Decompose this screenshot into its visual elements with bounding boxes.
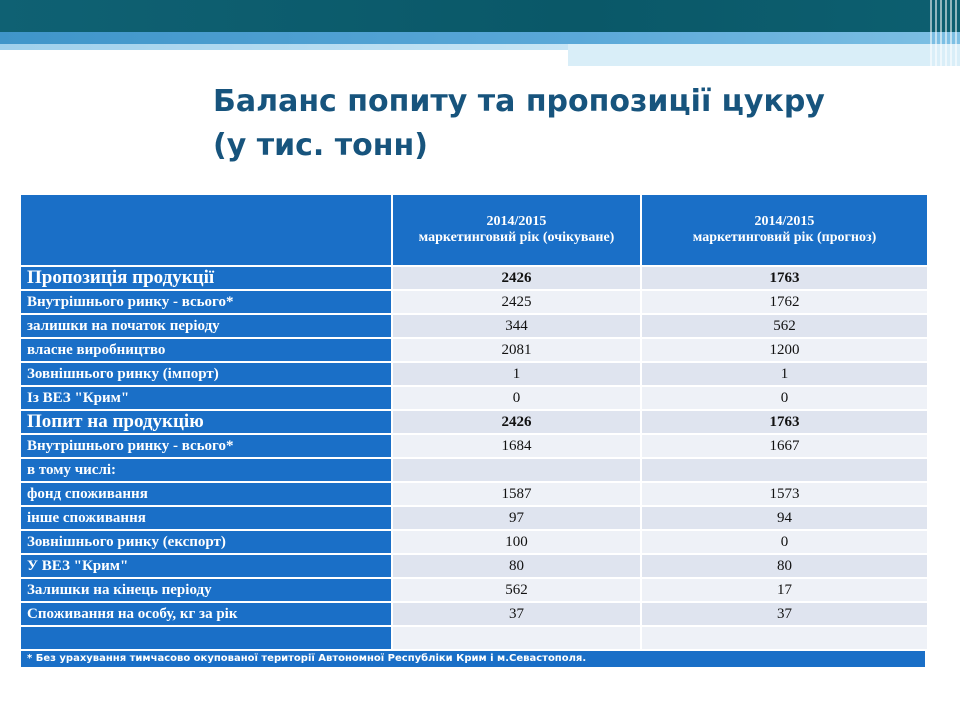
row-value-expected: 2426 (393, 411, 640, 433)
row-label: Із ВЕЗ "Крим" (21, 387, 391, 409)
slide-title (213, 80, 913, 168)
row-value-forecast (642, 627, 927, 649)
row-label: Зовнішнього ринку (експорт) (21, 531, 391, 553)
row-value-expected (393, 459, 640, 481)
row-value-expected (393, 627, 640, 649)
row-value-forecast: 80 (642, 555, 927, 577)
row-value-forecast: 1200 (642, 339, 927, 361)
table-row (21, 555, 927, 577)
row-label: Пропозиція продукції (21, 267, 391, 289)
header-forecast-label: 2014/2015 маркетинговий рік (прогноз) (692, 214, 877, 245)
table-row (21, 339, 927, 361)
row-value-expected: 1587 (393, 483, 640, 505)
table-row (21, 603, 927, 625)
row-value-forecast: 1667 (642, 435, 927, 457)
row-label: в тому числі: (21, 459, 391, 481)
table-row (21, 363, 927, 385)
row-value-expected: 80 (393, 555, 640, 577)
row-value-expected: 344 (393, 315, 640, 337)
top-banner-light (0, 32, 960, 44)
row-value-expected: 1 (393, 363, 640, 385)
balance-table (19, 193, 929, 651)
row-value-expected: 1684 (393, 435, 640, 457)
table-row (21, 531, 927, 553)
top-banner-stripes (930, 0, 960, 66)
row-label (21, 627, 391, 649)
row-label: Внутрішнього ринку - всього* (21, 291, 391, 313)
row-value-expected: 97 (393, 507, 640, 529)
table-header-row (21, 195, 927, 265)
header-expected-label: 2014/2015 маркетинговий рік (очікуване) (418, 214, 615, 245)
balance-table-container (19, 193, 927, 667)
row-value-forecast: 17 (642, 579, 927, 601)
row-value-expected: 37 (393, 603, 640, 625)
table-row (21, 291, 927, 313)
header-forecast (642, 195, 927, 265)
row-label: Попит на продукцію (21, 411, 391, 433)
table-body (21, 267, 927, 649)
top-banner-pale-right (568, 44, 960, 66)
row-value-forecast: 1762 (642, 291, 927, 313)
top-banner-pale (0, 44, 568, 50)
row-value-forecast: 94 (642, 507, 927, 529)
row-value-forecast: 1763 (642, 267, 927, 289)
table-row (21, 315, 927, 337)
row-label: У ВЕЗ "Крим" (21, 555, 391, 577)
row-value-forecast: 1573 (642, 483, 927, 505)
table-row (21, 507, 927, 529)
row-value-expected: 0 (393, 387, 640, 409)
row-label: власне виробництво (21, 339, 391, 361)
row-value-forecast: 0 (642, 531, 927, 553)
header-corner-cell (21, 195, 391, 265)
row-value-forecast: 37 (642, 603, 927, 625)
table-row (21, 267, 927, 289)
row-label: Зовнішнього ринку (імпорт) (21, 363, 391, 385)
table-row (21, 411, 927, 433)
row-label: інше споживання (21, 507, 391, 529)
row-value-expected: 2426 (393, 267, 640, 289)
table-row (21, 579, 927, 601)
slide-title-line2: (у тис. тонн) (213, 128, 428, 163)
table-row (21, 459, 927, 481)
row-value-forecast: 0 (642, 387, 927, 409)
row-label: залишки на початок періоду (21, 315, 391, 337)
table-row (21, 387, 927, 409)
table-row (21, 627, 927, 649)
row-label: Споживання на особу, кг за рік (21, 603, 391, 625)
row-label: Внутрішнього ринку - всього* (21, 435, 391, 457)
header-expected (393, 195, 640, 265)
row-value-expected: 100 (393, 531, 640, 553)
row-value-forecast (642, 459, 927, 481)
footnote: * Без урахування тимчасово окупованої території Автономної Республіки Крим і м.Севастополя. (21, 651, 925, 667)
row-value-expected: 2425 (393, 291, 640, 313)
row-value-forecast: 562 (642, 315, 927, 337)
row-value-expected: 2081 (393, 339, 640, 361)
row-value-expected: 562 (393, 579, 640, 601)
table-row (21, 435, 927, 457)
top-banner-dark (0, 0, 960, 32)
row-value-forecast: 1763 (642, 411, 927, 433)
slide-title-line1: Баланс попиту та пропозиції цукру (213, 84, 825, 119)
row-label: фонд споживання (21, 483, 391, 505)
row-label: Залишки на кінець періоду (21, 579, 391, 601)
table-row (21, 483, 927, 505)
row-value-forecast: 1 (642, 363, 927, 385)
